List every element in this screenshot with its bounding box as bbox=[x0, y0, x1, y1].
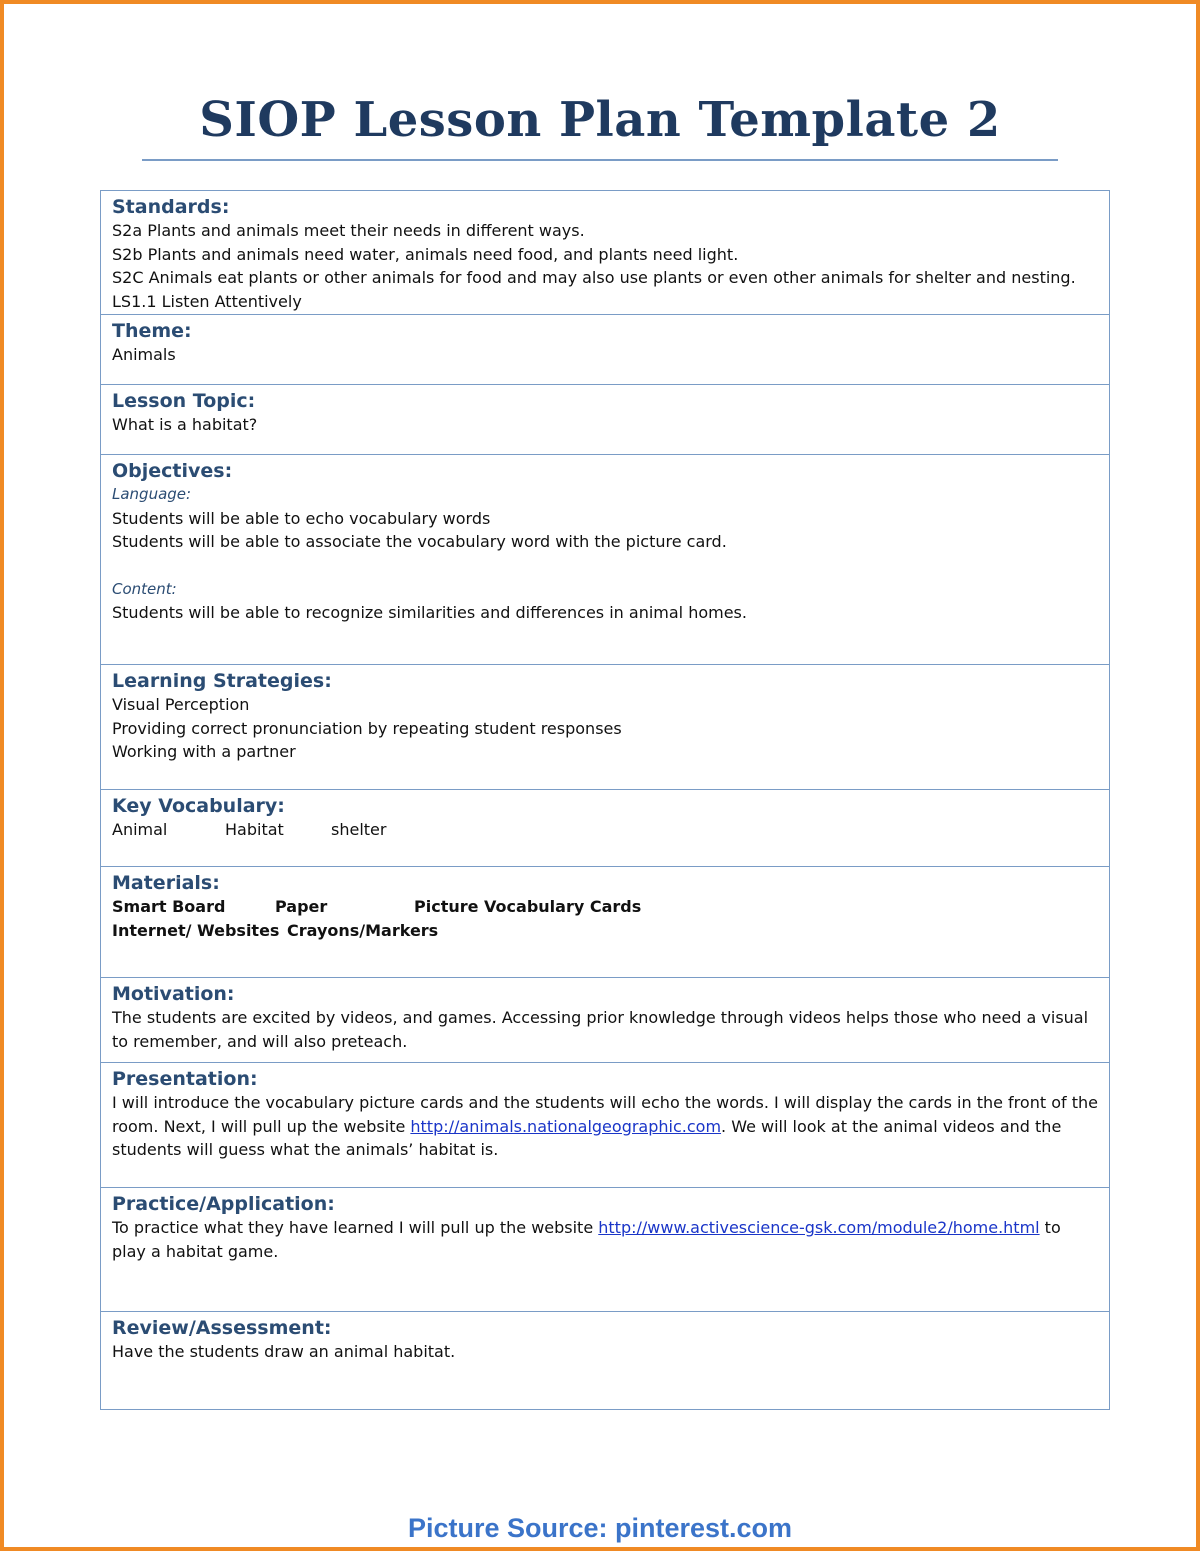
strategy-line: Providing correct pronunciation by repeating student responses bbox=[112, 718, 622, 738]
standard-line: S2C Animals eat plants or other animals for food and may also use plants or even other animals for shelter and nesting. bbox=[112, 268, 1076, 287]
objective-line: Students will be able to echo vocabulary words bbox=[112, 508, 491, 528]
vocabulary-word: shelter bbox=[331, 820, 387, 839]
section-heading: Review/Assessment: bbox=[112, 1317, 332, 1339]
review-text: Have the students draw an animal habitat. bbox=[112, 1342, 456, 1361]
standard-line: LS1.1 Listen Attentively bbox=[112, 291, 302, 311]
section-materials bbox=[101, 867, 1109, 978]
section-heading: Learning Strategies: bbox=[112, 670, 332, 692]
section-motivation bbox=[101, 978, 1109, 1063]
strategy-line: Visual Perception bbox=[112, 695, 250, 714]
vocabulary-word: Animal bbox=[112, 820, 168, 839]
strategy-line: Working with a partner bbox=[112, 742, 296, 761]
picture-source-caption: Picture Source: pinterest.com bbox=[407, 1513, 793, 1543]
lesson-topic-text: What is a habitat? bbox=[112, 415, 258, 434]
section-review-assessment bbox=[101, 1312, 1109, 1409]
objective-line: Students will be able to recognize similarities and differences in animal homes. bbox=[112, 603, 747, 622]
lesson-plan-table bbox=[100, 190, 1110, 1410]
practice-text-after: to play a habitat game. bbox=[112, 1218, 1061, 1261]
standard-line: S2a Plants and animals meet their needs in different ways. bbox=[112, 221, 585, 240]
section-practice-application bbox=[101, 1188, 1109, 1312]
material-item: Internet/ Websites bbox=[112, 920, 280, 940]
materials-row bbox=[112, 895, 1099, 919]
presentation-text-after: . We will look at the animal videos and the students will guess what the animals’ habitat is. bbox=[112, 1116, 1062, 1159]
material-item: Paper bbox=[275, 897, 328, 916]
section-heading: Standards: bbox=[112, 196, 230, 218]
vocabulary-row bbox=[112, 818, 1099, 842]
motivation-text: The students are excited by videos, and games. Accessing prior knowledge through videos helps those who need a visual to remember, and will also preteach. bbox=[112, 1008, 1089, 1051]
section-heading: Presentation: bbox=[112, 1068, 258, 1090]
section-heading: Motivation: bbox=[112, 983, 235, 1005]
theme-text: Animals bbox=[112, 345, 176, 364]
section-learning-strategies bbox=[101, 665, 1109, 790]
material-item: Picture Vocabulary Cards bbox=[414, 897, 642, 916]
section-key-vocabulary bbox=[101, 790, 1109, 867]
practice-text-before: To practice what they have learned I will pull up the website bbox=[112, 1218, 599, 1237]
section-theme bbox=[101, 315, 1109, 385]
vocabulary-word: Habitat bbox=[225, 820, 284, 839]
materials-row bbox=[112, 919, 1099, 943]
section-heading: Practice/Application: bbox=[112, 1193, 335, 1215]
section-heading: Key Vocabulary: bbox=[112, 795, 285, 817]
content-label: Content: bbox=[112, 579, 177, 598]
section-lesson-topic bbox=[101, 385, 1109, 455]
page-title: SIOP Lesson Plan Template 2 bbox=[199, 92, 1001, 148]
presentation-text bbox=[112, 1091, 1099, 1162]
practice-text bbox=[112, 1216, 1099, 1263]
title-divider bbox=[142, 159, 1058, 161]
section-heading: Lesson Topic: bbox=[112, 390, 256, 412]
section-heading: Materials: bbox=[112, 872, 220, 894]
section-heading: Objectives: bbox=[112, 460, 233, 482]
standard-line: S2b Plants and animals need water, animals need food, and plants need light. bbox=[112, 244, 739, 264]
presentation-text-before: I will introduce the vocabulary picture cards and the students will echo the words. I will display the cards in the front of the room. Next, I will pull up the website bbox=[112, 1093, 1098, 1136]
material-item: Crayons/Markers bbox=[287, 920, 439, 940]
section-heading: Theme: bbox=[112, 320, 192, 342]
objective-line: Students will be able to associate the vocabulary word with the picture card. bbox=[112, 532, 727, 551]
national-geographic-link[interactable]: http://animals.nationalgeographic.com bbox=[410, 1116, 722, 1136]
section-objectives bbox=[101, 455, 1109, 665]
section-presentation bbox=[101, 1063, 1109, 1188]
section-standards bbox=[101, 191, 1109, 315]
activescience-link[interactable]: http://www.activescience-gsk.com/module2/home.html bbox=[598, 1218, 1040, 1237]
language-label: Language: bbox=[112, 485, 192, 503]
material-item: Smart Board bbox=[112, 897, 226, 916]
